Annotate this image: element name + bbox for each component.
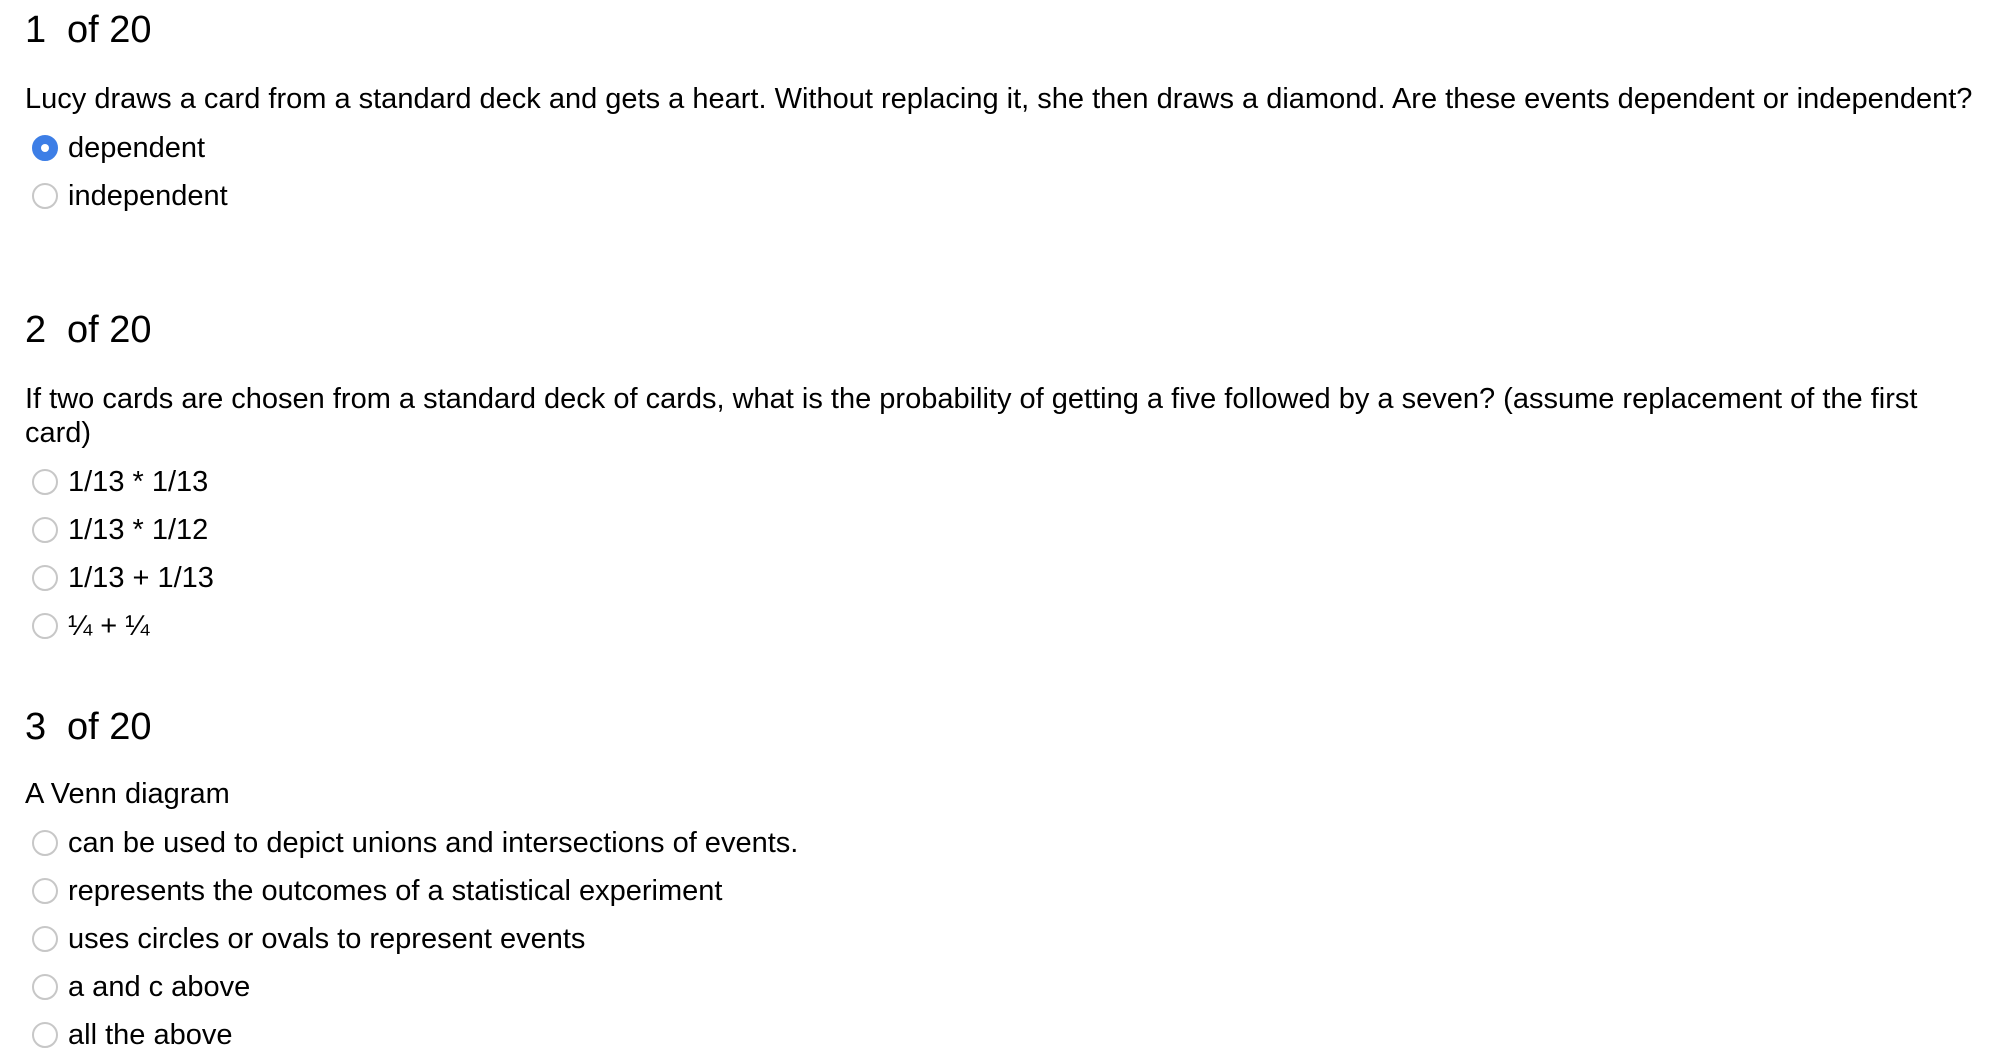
radio-button[interactable] [32,183,58,209]
radio-button[interactable] [32,517,58,543]
option-label: can be used to depict unions and intersections of events. [68,826,799,859]
option-label: 1/13 * 1/13 [68,465,209,498]
option-label: uses circles or ovals to represent events [68,922,586,955]
question-text: A Venn diagram [25,778,230,810]
option-label: dependent [68,131,206,164]
question-number [25,8,1990,52]
option-a[interactable] [25,819,1990,867]
radio-button[interactable] [32,565,58,591]
option-independent[interactable] [25,172,1990,220]
option-b[interactable] [25,867,1990,915]
radio-button[interactable] [32,1022,58,1048]
option-1[interactable] [25,458,1990,506]
option-c[interactable] [25,915,1990,963]
question-index: 1 [25,9,47,51]
answer-options [25,819,1990,1053]
question-index: 2 [25,309,47,351]
option-label: represents the outcomes of a statistical experiment [68,874,723,907]
question-number [25,308,1990,352]
option-label: 1/13 * 1/12 [68,513,209,546]
option-4[interactable] [25,602,1990,650]
question-text: Lucy draws a card from a standard deck and gets a heart. Without replacing it, she then draws a diamond. Are these events dependent or independent? [25,83,1973,115]
question-text: If two cards are chosen from a standard deck of cards, what is the probability of getting a five followed by a seven? (assume replacement of the first card) [25,383,1918,449]
option-label: all the above [68,1018,233,1051]
radio-button[interactable] [32,830,58,856]
question-3 [25,705,1990,1053]
answer-options [25,124,1990,220]
question-index: 3 [25,706,47,748]
radio-button[interactable] [32,974,58,1000]
option-d[interactable] [25,963,1990,1011]
question-total: of 20 [67,309,152,351]
question-number [25,705,1990,749]
radio-button-selected[interactable] [32,135,58,161]
option-label: independent [68,179,228,212]
option-3[interactable] [25,554,1990,602]
option-label: ¼ + ¼ [68,609,150,642]
question-2 [25,308,1990,650]
option-e[interactable] [25,1011,1990,1053]
radio-button[interactable] [32,926,58,952]
radio-button[interactable] [32,469,58,495]
option-label: a and c above [68,970,251,1003]
answer-options [25,458,1990,650]
question-1 [25,8,1990,220]
option-label: 1/13 + 1/13 [68,561,214,594]
radio-button[interactable] [32,613,58,639]
option-2[interactable] [25,506,1990,554]
question-total: of 20 [67,9,152,51]
radio-button[interactable] [32,878,58,904]
question-total: of 20 [67,706,152,748]
option-dependent[interactable] [25,124,1990,172]
